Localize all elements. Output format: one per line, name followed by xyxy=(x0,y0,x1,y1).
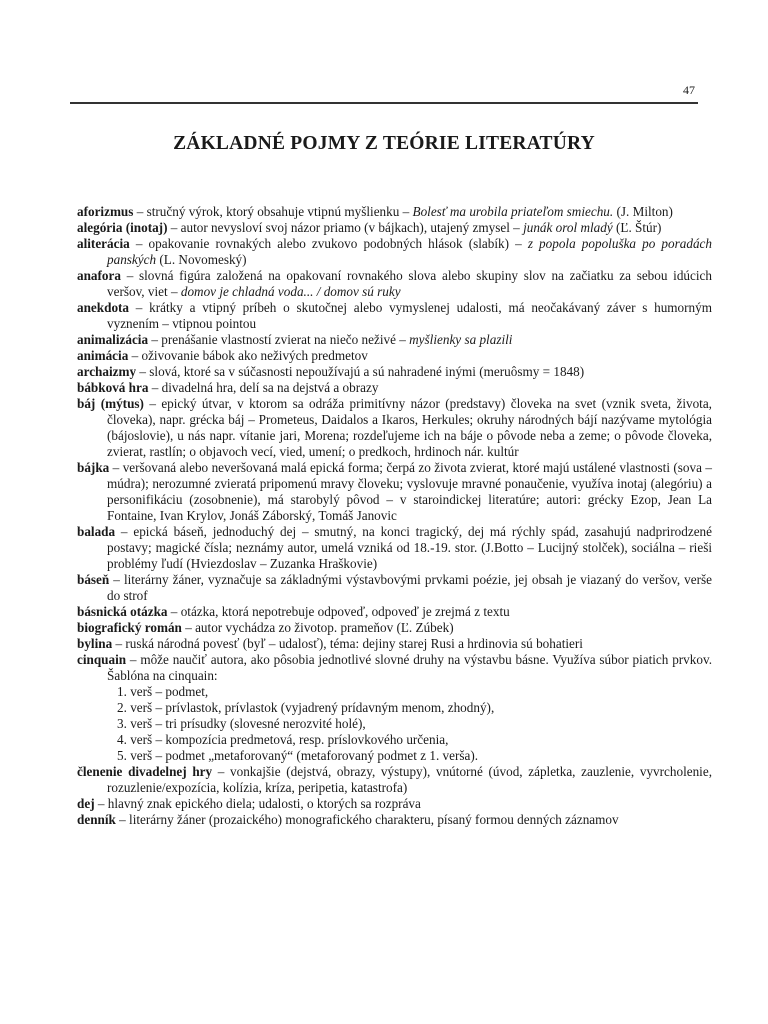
glossary-entry xyxy=(77,364,712,380)
entry-term: archaizmy xyxy=(77,364,137,379)
entry-term: bylina xyxy=(77,636,113,651)
entry-term: členenie divadelnej hry xyxy=(77,764,213,779)
entry-example: z popola popoluška po poradách panských xyxy=(107,236,712,267)
glossary-entry xyxy=(77,348,712,364)
entry-source: (J. Milton) xyxy=(613,204,673,219)
entry-term: aliterácia xyxy=(77,236,130,251)
glossary-entry xyxy=(77,572,712,604)
glossary-entry xyxy=(77,332,712,348)
entry-definition: – otázka, ktorá nepotrebuje odpoveď, odpoveď je zrejmá z textu xyxy=(167,604,510,619)
entry-term: cinquain xyxy=(77,652,127,667)
entry-definition: – krátky a vtipný príbeh o skutočnej alebo vymyslenej udalosti, má neočakávaný záver s humorným vyznením – vtipnou pointou xyxy=(107,300,712,331)
entry-definition: – stručný výrok, ktorý obsahuje vtipnú myšlienku – xyxy=(133,204,413,219)
entry-definition: – slovná figúra založená na opakovaní rovnakého slova alebo skupiny slov na začiatku za sebou idúcich veršov, viet – xyxy=(107,268,712,299)
entry-term: báj (mýtus) xyxy=(77,396,144,411)
entry-definition: – autor vychádza zo životop. prameňov (Ľ. Zúbek) xyxy=(181,620,454,635)
entry-term: bájka xyxy=(77,460,110,475)
entry-term: animácia xyxy=(77,348,129,363)
glossary-entry xyxy=(77,236,712,268)
entry-definition: – literárny žáner, vyznačuje sa základnými výstavbovými prvkami poézie, jej obsah je viazaný do veršov, verše do strof xyxy=(107,572,712,603)
glossary-entry xyxy=(77,764,712,796)
glossary-entry xyxy=(77,604,712,620)
cinquain-line: 5. verš – podmet „metaforovaný“ (metaforovaný podmet z 1. verša). xyxy=(117,748,479,763)
entry-term: básnická otázka xyxy=(77,604,168,619)
glossary-entry xyxy=(77,300,712,332)
glossary-list xyxy=(77,204,712,828)
glossary-entry xyxy=(77,636,712,652)
entry-term: bábková hra xyxy=(77,380,149,395)
entry-example: domov je chladná voda... / domov sú ruky xyxy=(180,284,401,299)
entry-definition: – veršovaná alebo neveršovaná malá epická forma; čerpá zo života zvierat, ktoré majú ustálené vlastnosti (sova – múdra); nerozumné zvieratá pripomenú mravy človeku; vyslovuje mravné ponaučenie, využíva inotaj (alegóriu) a personifikáciu (zosobnenie), má starobylý pôvod – v staroindickej literatúre; autori: grécky Ezop, Jean La Fontaine, Ivan Krylov, Jonáš Záborský, Tomáš Janovic xyxy=(107,460,712,523)
entry-definition: – literárny žáner (prozaického) monografického charakteru, písaný formou denných záznamov xyxy=(115,812,619,827)
entry-term: balada xyxy=(77,524,116,539)
cinquain-line: 4. verš – kompozícia predmetová, resp. príslovkového určenia, xyxy=(117,732,449,747)
entry-definition: – môže naučiť autora, ako pôsobia jednotlivé slovné druhy na výstavbu básne. Využíva súbor piatich prvkov. Šablóna na cinquain: xyxy=(107,652,712,683)
glossary-entry xyxy=(77,204,712,220)
entry-term: anekdota xyxy=(77,300,130,315)
cinquain-template-list xyxy=(117,684,712,764)
entry-definition: – slová, ktoré sa v súčasnosti nepoužívajú a sú nahradené inými (meruôsmy = 1848) xyxy=(136,364,585,379)
header-rule xyxy=(70,102,698,104)
glossary-entry xyxy=(77,460,712,524)
entry-definition: – vonkajšie (dejstvá, obrazy, výstupy), vnútorné (úvod, zápletka, zauzlenie, vyvrcholenie, rozuzlenie/expozícia, kolízia, kríza, peripetia, katastrofa) xyxy=(107,764,712,795)
entry-term: dej xyxy=(77,796,95,811)
entry-term: denník xyxy=(77,812,116,827)
entry-source: (L. Novomeský) xyxy=(156,252,247,267)
entry-term: alegória (inotaj) xyxy=(77,220,168,235)
entry-term: aforizmus xyxy=(77,204,134,219)
entry-definition: – autor nevysloví svoj názor priamo (v bájkach), utajený zmysel – xyxy=(167,220,524,235)
glossary-entry xyxy=(77,620,712,636)
glossary-entry xyxy=(77,396,712,460)
glossary-entry xyxy=(77,812,712,828)
glossary-entry xyxy=(77,796,712,812)
entry-example: myšlienky sa plazili xyxy=(409,332,513,347)
cinquain-line: 1. verš – podmet, xyxy=(117,684,209,699)
cinquain-line: 2. verš – prívlastok, prívlastok (vyjadrený prídavným menom, zhodný), xyxy=(117,700,495,715)
entry-term: báseň xyxy=(77,572,110,587)
entry-definition: – epický útvar, v ktorom sa odráža primitívny názor (predstavy) človeka na svet (vznik sveta, života, človeka), napr. grécka báj – Prometeus, Daidalos a Ikaros, Herkules; okruhy národných bájí nazývame mytológia (bájoslovie), u nás napr. vítanie jari, Morena; rozdeľujeme ich na báje o pôvode neba a zeme; o pôvode človeka, zvierat, rastlín; o objavoch vecí, vied, umení; o predkoch, hrdinoch nár. kultúr xyxy=(107,396,712,459)
glossary-entry xyxy=(77,268,712,300)
entry-example: Bolesť ma urobila priateľom smiechu. xyxy=(412,204,614,219)
cinquain-line: 3. verš – tri prísudky (slovesné nerozvité holé), xyxy=(117,716,366,731)
page-title: ZÁKLADNÉ POJMY Z TEÓRIE LITERATÚRY xyxy=(173,133,595,154)
page-number: 47 xyxy=(683,83,695,97)
entry-definition: – divadelná hra, delí sa na dejstvá a obrazy xyxy=(148,380,379,395)
entry-definition: – opakovanie rovnakých alebo zvukovo podobných hlások (slabík) – xyxy=(129,236,528,251)
glossary-entry xyxy=(77,524,712,572)
entry-definition: – hlavný znak epického diela; udalosti, o ktorých sa rozpráva xyxy=(94,796,421,811)
entry-definition: – ruská národná povesť (byľ – udalosť), téma: dejiny starej Rusi a hrdinovia sú bohatieri xyxy=(112,636,583,651)
glossary-entry xyxy=(77,380,712,396)
entry-term: anafora xyxy=(77,268,121,283)
glossary-entry xyxy=(77,652,712,764)
entry-definition: – prenášanie vlastností zvierat na niečo neživé – xyxy=(148,332,410,347)
entry-definition: – epická báseň, jednoduchý dej – smutný, na konci tragický, dej má rýchly spád, zasahujú nadprirodzené postavy; magické čísla; neznámy autor, umelá vzniká od 18.-19. stor. (J.Botto – Lucijný stolček), sociálna – rieši problémy ľudí (Hviezdoslav – Zuzanka Hraškovie) xyxy=(107,524,712,571)
entry-example: junák orol mladý xyxy=(523,220,613,235)
entry-term: animalizácia xyxy=(77,332,149,347)
entry-source: (Ľ. Štúr) xyxy=(612,220,662,235)
entry-definition: – oživovanie bábok ako neživých predmetov xyxy=(128,348,368,363)
entry-term: biografický román xyxy=(77,620,182,635)
glossary-entry xyxy=(77,220,712,236)
